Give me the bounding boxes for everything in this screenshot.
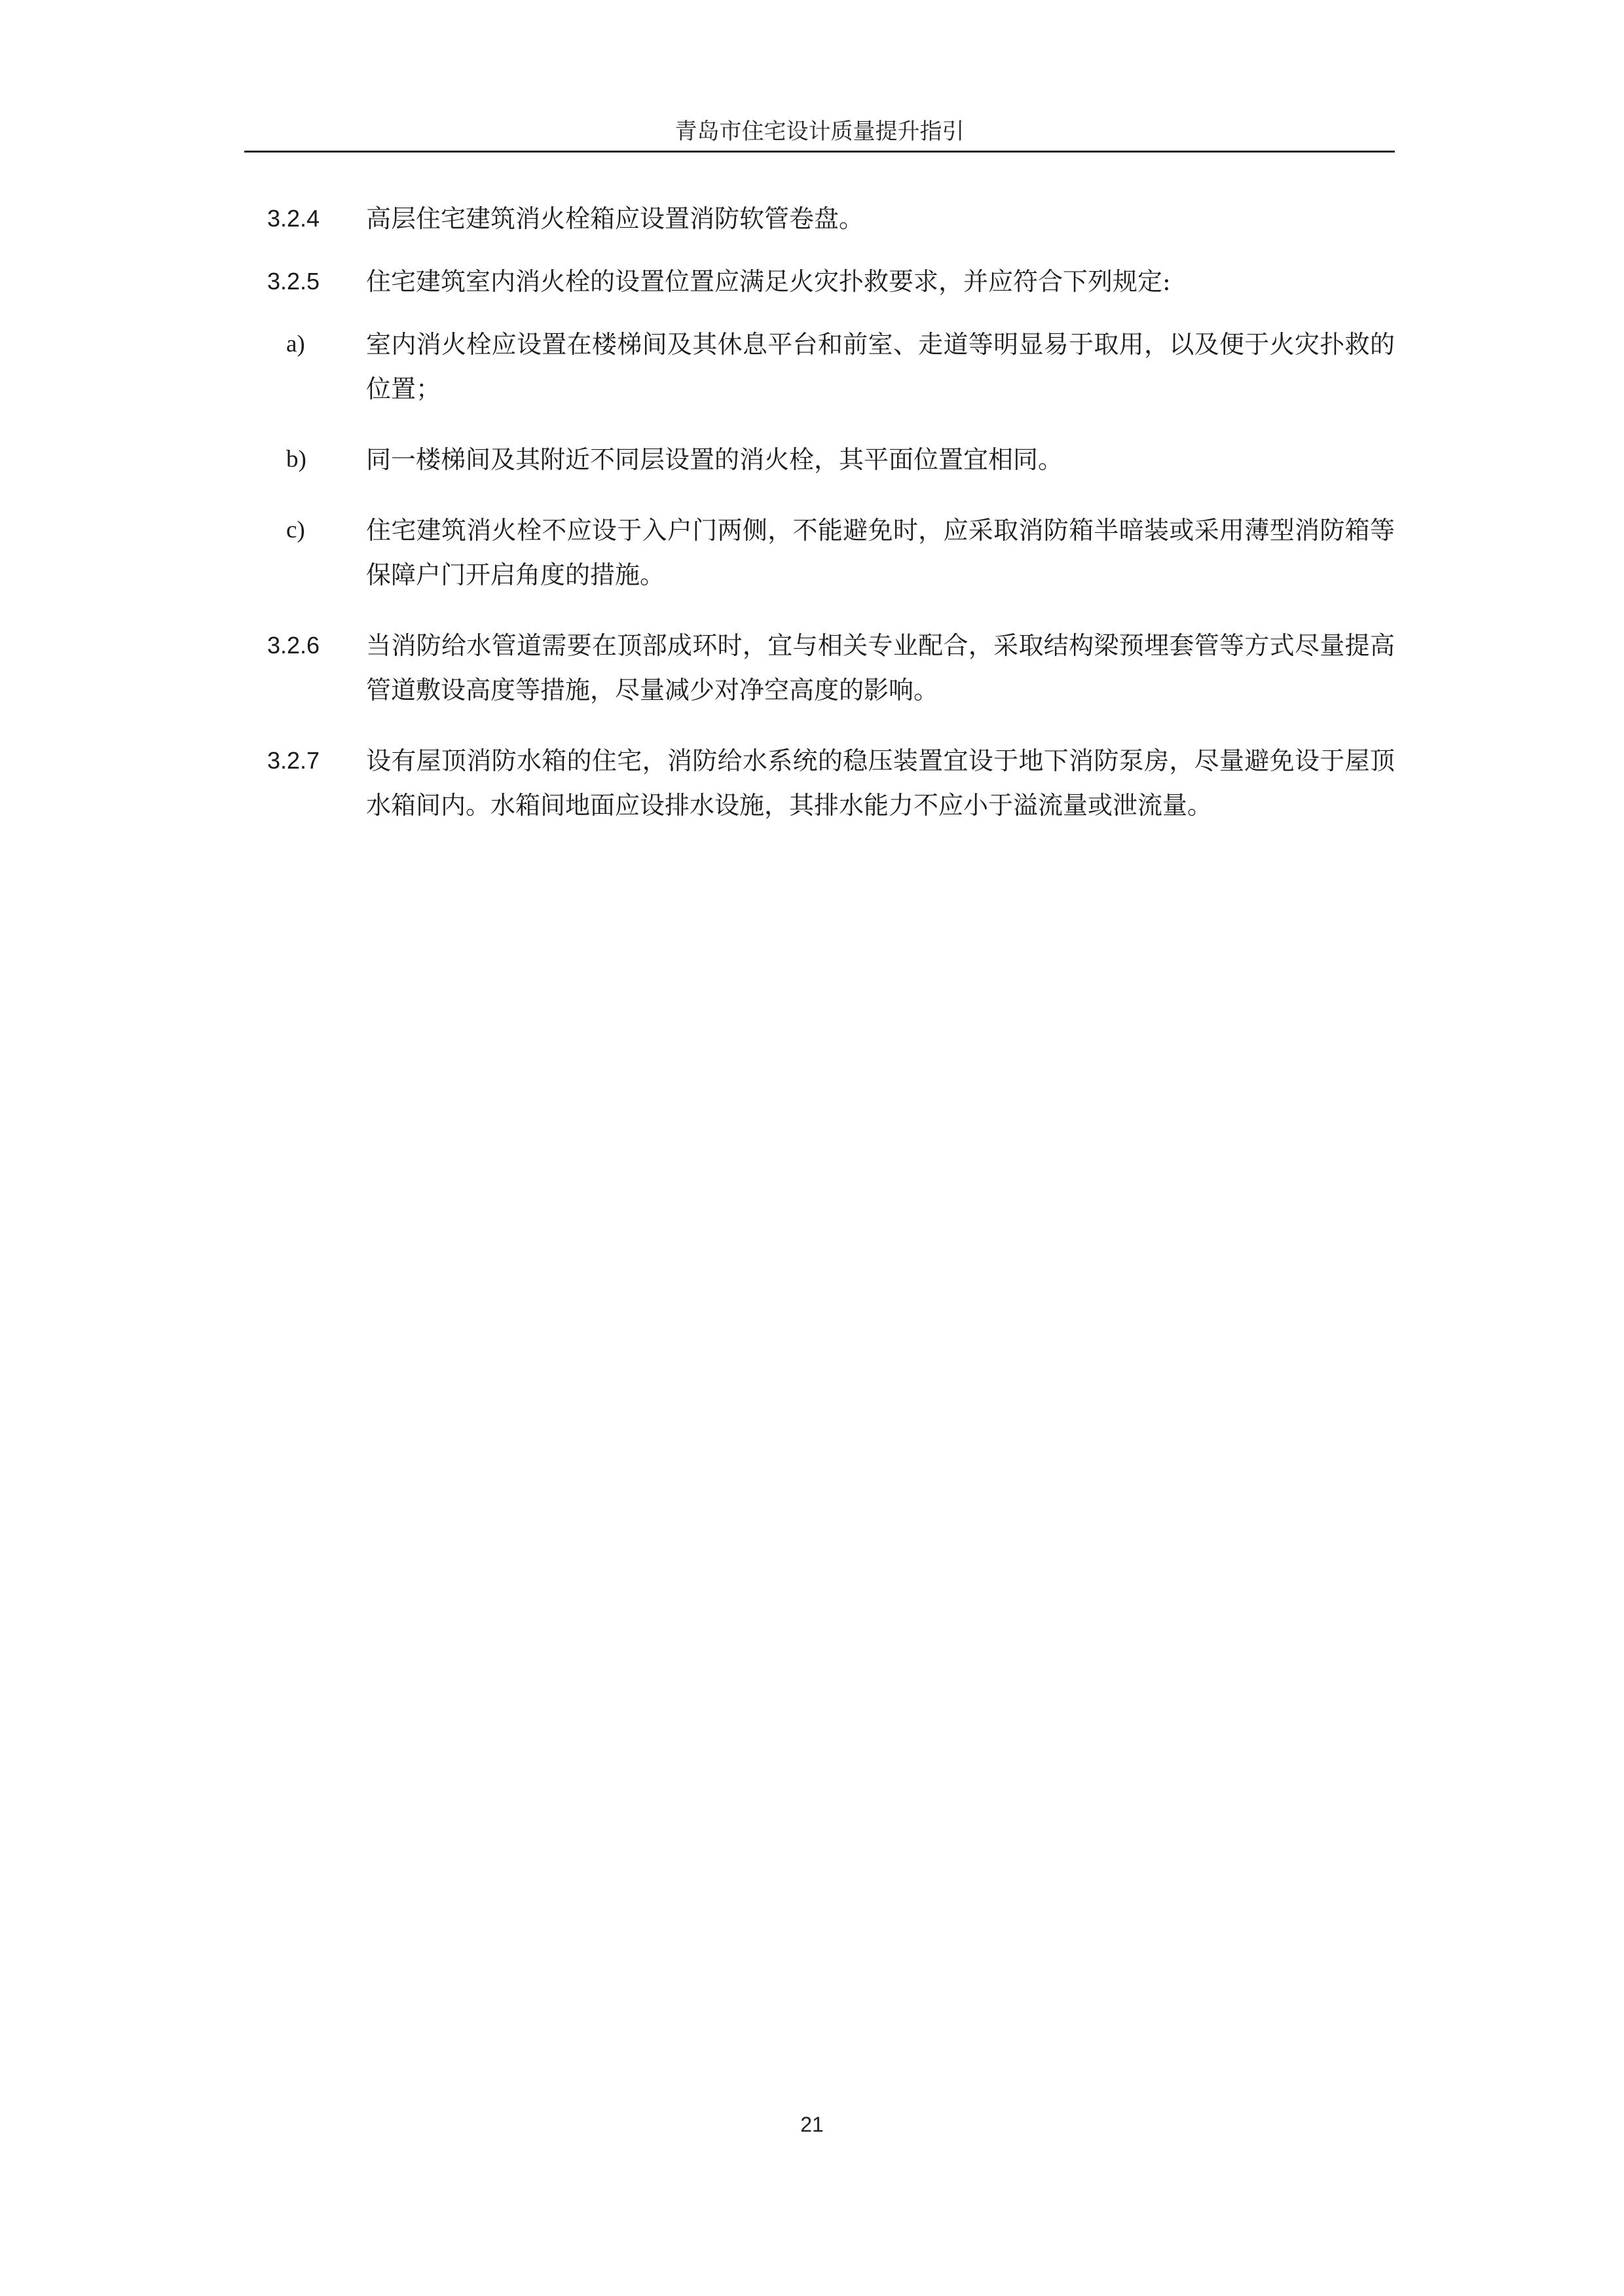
clause-number: 3.2.5: [267, 268, 320, 295]
item-label: a): [286, 331, 305, 357]
clause-3-2-6: [244, 623, 1395, 712]
clause-number: 3.2.6: [267, 632, 320, 659]
item-text: 室内消火栓应设置在楼梯间及其休息平台和前室、走道等明显易于取用，以及便于火灾扑救的位置；: [366, 330, 1395, 403]
clause-number: 3.2.7: [267, 747, 320, 774]
item-label: b): [286, 446, 306, 473]
document-body: [244, 196, 1395, 828]
clause-3-2-7: [244, 738, 1395, 828]
item-text: 同一楼梯间及其附近不同层设置的消火栓，其平面位置宜相同。: [366, 445, 1063, 474]
clause-text: 当消防给水管道需要在顶部成环时，宜与相关专业配合，采取结构梁预埋套管等方式尽量提高管道敷设高度等措施，尽量减少对净空高度的影响。: [366, 631, 1395, 704]
clause-3-2-5: [244, 259, 1395, 304]
clause-text: 住宅建筑室内消火栓的设置位置应满足火灾扑救要求，并应符合下列规定:: [366, 267, 1171, 296]
list-item-c: [244, 508, 1395, 597]
clause-text: 设有屋顶消防水箱的住宅，消防给水系统的稳压装置宜设于地下消防泵房，尽量避免设于屋顶水箱间内。水箱间地面应设排水设施，其排水能力不应小于溢流量或泄流量。: [366, 746, 1395, 820]
clause-text: 高层住宅建筑消火栓箱应设置消防软管卷盘。: [366, 204, 864, 233]
clause-number: 3.2.4: [267, 205, 320, 232]
clause-3-2-4: [244, 196, 1395, 241]
item-text: 住宅建筑消火栓不应设于入户门两侧，不能避免时，应采取消防箱半暗装或采用薄型消防箱等保障户门开启角度的措施。: [366, 516, 1395, 589]
item-label: c): [286, 517, 305, 543]
running-header: 青岛市住宅设计质量提升指引: [674, 118, 965, 145]
list-item-b: [244, 437, 1395, 482]
header-rule: [244, 151, 1395, 153]
page-number: 21: [800, 2113, 824, 2136]
list-item-a: [244, 322, 1395, 411]
